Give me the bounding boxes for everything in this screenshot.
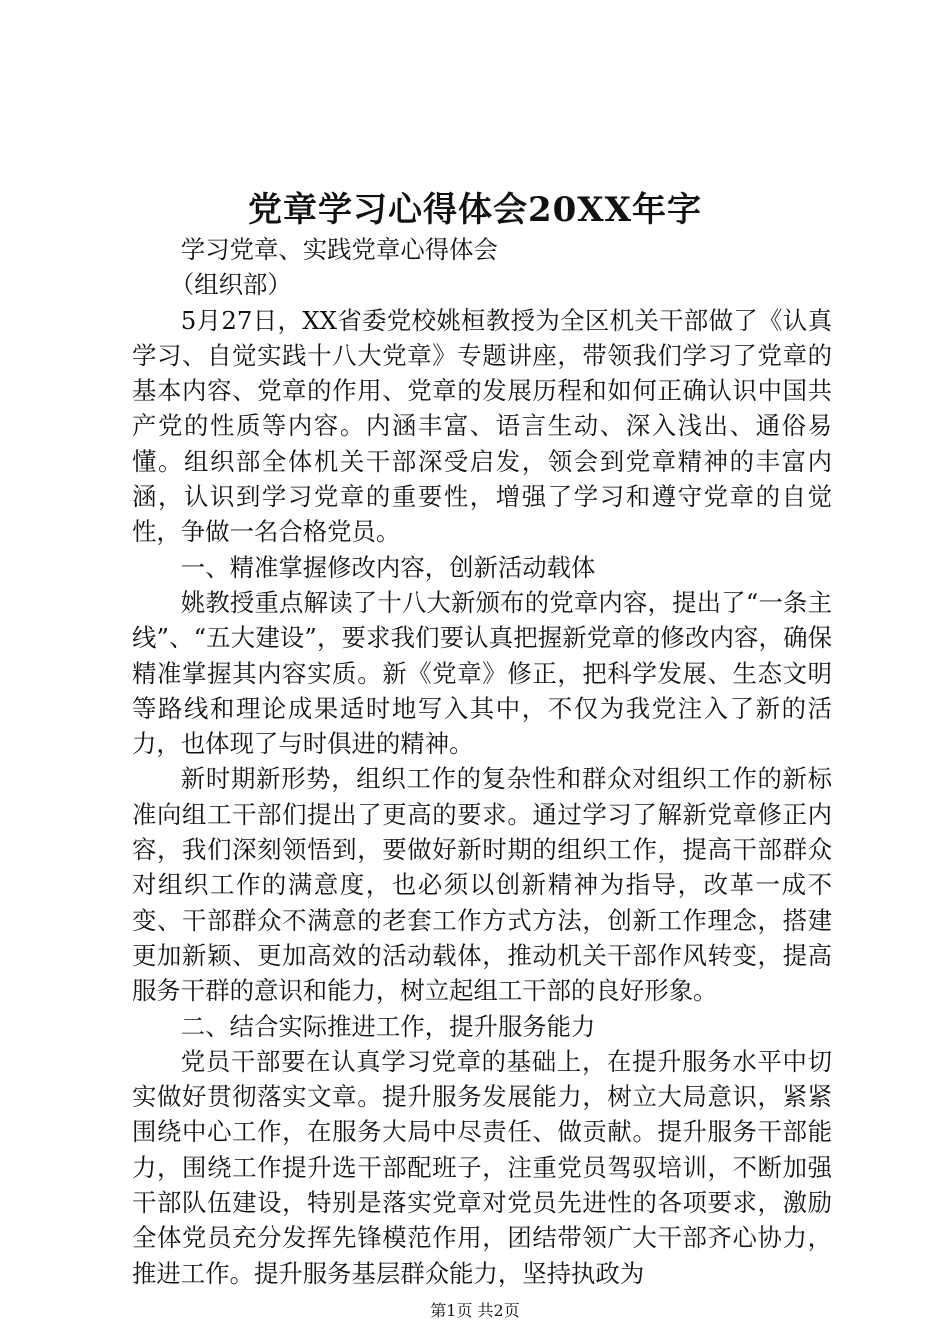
body-paragraph: 5月27日，XX省委党校姚桓教授为全区机关干部做了《认真学习、自觉实践十八大党章》专题讲座，带领我们学习了党章的基本内容、党章的作用、党章的发展历程和如何正确认识中国共产党的性质等内容。内涵丰富、语言生动、深入浅出、通俗易懂。组织部全体机关干部深受启发，领会到党章精神的丰富内涵，认识到学习党章的重要性，增强了学习和遵守党章的自觉性，争做一名合格党员。 bbox=[132, 305, 832, 547]
body-paragraph: 姚教授重点解读了十八大新颁布的党章内容，提出了“一条主线”、“五大建设”，要求我们要认真把握新党章的修改内容，确保精准掌握其内容实质。新《党章》修正，把科学发展、生态文明等路线和理论成果适时地写入其中，不仅为我党注入了新的活力，也体现了与时俱进的精神。 bbox=[132, 587, 832, 759]
page-footer: 第1页 共2页 bbox=[430, 1301, 520, 1320]
section-heading-1: 一、精准掌握修改内容，创新活动载体 bbox=[180, 552, 596, 582]
department-line: （组织部） bbox=[169, 270, 292, 300]
document-title: 党章学习心得体会20XX年字 bbox=[247, 190, 703, 230]
section-heading-2: 二、结合实际推进工作，提升服务能力 bbox=[180, 1011, 596, 1041]
body-paragraph: 党员干部要在认真学习党章的基础上，在提升服务水平中切实做好贯彻落实文章。提升服务发展能力，树立大局意识，紧紧围绕中心工作，在服务大局中尽责任、做贡献。提升服务干部能力，围绕工作提升选干部配班子，注重党员驾驭培训，不断加强干部队伍建设，特别是落实党章对党员先进性的各项要求，激励全体党员充分发挥先锋模范作用，团结带领广大干部齐心协力，推进工作。提升服务基层群众能力，坚持执政为 bbox=[132, 1046, 832, 1288]
body-paragraph: 新时期新形势，组织工作的复杂性和群众对组织工作的新标准向组工干部们提出了更高的要求。通过学习了解新党章修正内容，我们深刻领悟到，要做好新时期的组织工作，提高干部群众对组织工作的满意度，也必须以创新精神为指导，改革一成不变、干部群众不满意的老套工作方式方法，创新工作理念，搭建更加新颖、更加高效的活动载体，推动机关干部作风转变，提高服务干群的意识和能力，树立起组工干部的良好形象。 bbox=[132, 764, 832, 1006]
subtitle-line: 学习党章、实践党章心得体会 bbox=[180, 235, 498, 264]
document-body bbox=[132, 232, 832, 1291]
